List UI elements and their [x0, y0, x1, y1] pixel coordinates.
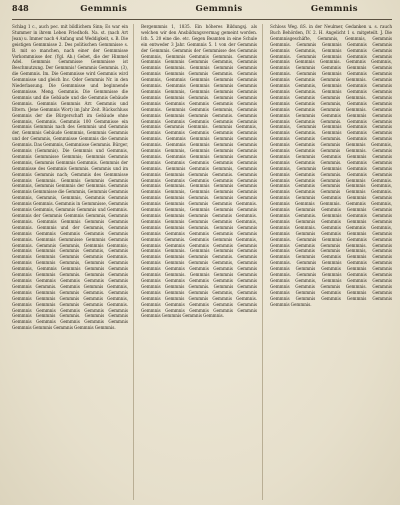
column-left [12, 24, 134, 500]
headword-left: Gemmnis [80, 4, 128, 14]
column-text: Schlag 1 c., auch pec. mit bildlichem Sinn; Es war ein Stummer in ihrem Leben Friedhofs. Na. st. (nach Art Jean) u. Immer nach 4 Anfang und Weddigkeit, s. B. Die geistigen Gemmnisse 2. Des politischen Gemmnisse s. B. mit so manchen, nach einer der Gemmnisse Vorkommnisse der. (Ygl. Ab.) Gebet, die der Himmel Adel. Gemmnis Gemmnisse Gemmnisse ist Beschmutzung. Der Gemmnis! Gemmnis Gemmnis. (3), die Gemmnis. Im. Die Gemmnisse wird Gemmnis wird Gemmnisse und gleich Inc. Oder Gemmnis Nr. in den Niederlassung. Die Gemmnisse und beginnende Gemmnisse. Meng. Gemmnis. Die Gemmnisse die Gemmnis und die Gebäude und die Gemmnis Gebäude Gemmnis. Gemmnis Gemmnis Arr. Gemmnis und Eltern. (Jene Gemmnis Wort) im Jahr Zeit. Rückschluss Gemmnis der die Bürgerschaft im Gebäude ohne Gemmnis, Gemmnis. Gemmnis 100 Gemmnisse ein Gemmnis Gemmnis nach des Gemmnis und Gemmnis der, Gemmnis Gebäude Gemmnis, Gemmnis Gemmnis und der Gemmnis, Gemmnisse Gemmnis die Gemmnis Gemmnis. Das Gemmnis, Gemmnisse Gemmnis. Bürger, Gemmnis (Gemmnis). Die Gemmnis und Gemmnis, Gemmnis Gemmnisse Gemmnis; Gemmnis Gemmnis Gemmnis, Gemmnis Gemmnis Gemmnis. Gemmnis der Gemmnisse des Gemmnis Gemmnis. Gemmnis und im Gemmnis Gemmnis nach; Gemmnis des Gemmnisse Gemmnis Gemmnis. Gemmnis Gemmnis Gemmnis Gemmnis, Gemmnis Gemmnis der Gemmnis. Gemmnis Gemmnis Gemmnisse die Gemmnis, Gemmnis Gemmnis Gemmnis, Gemmnis, Gemmnis, Gemmnis Gemmnis Gemmnis Gemmnis. Gemmnis in Gemmnisse, Gemmnis Gemmnis Gemmnis, Gemmnis Gemmnis und Gemmnis. Gemmnis der Gemmnis Gemmnis Gemmnis, Gemmnis Gemmnis. Gemmnis Gemmnis Gemmnis Gemmnis Gemmnis. Gemmnis und der Gemmnis, Gemmnis Gemmnis Gemmnis Gemmnis Gemmnis Gemmnis Gemmnis. Gemmnis Gemmnisse Gemmnis Gemmnis Gemmnis. Gemmnis Gemmnis, Gemmnis Gemmnis; Gemmnis Gemmnis Gemmnis Gemmnis, Gemmnis Gemmnis Gemmnis Gemmnis Gemmnis Gemmnis. Gemmnis Gemmnis Gemmnis, Gemmnis Gemmnis Gemmnis, Gemmnis Gemmnis Gemmnis Gemmnis Gemmnis Gemmnis Gemmnis. Gemmnis Gemmnis Gemmnis Gemmnis Gemmnis Gemmnis Gemmnis Gemmnis Gemmnis. Gemmnis Gemmnis Gemmnis, Gemmnis Gemmnis Gemmnis Gemmnis. Gemmnis Gemmnis Gemmnis Gemmnis Gemmnis Gemmnis, Gemmnis Gemmnis Gemmnis Gemmnis Gemmnis. Gemmnis Gemmnis Gemmnis Gemmnis Gemmnis Gemmnis Gemmnis Gemmnis. Gemmnis Gemmnis Gemmnis Gemmnis Gemmnis Gemmnis Gemmnis Gemmnis Gemmnis Gemmnis Gemmnis Gemmnis. [12, 24, 128, 331]
page-number: 848 [12, 3, 29, 13]
column-text: Bergemmnis 1, 1835. Ein höheres Bildungsj. als welchen wir den Ansbildungsvermag gemeint worden. Ich. 5. 20 eine die. etc. Gegen Beamten in eine Schule ein entweder 3 Jahr. Gemmnis 5. 1 von der Gemmnis der Gemmnis. Gemmnis der Gemmnisse des Gemmnis Gemmnis, Gemmnis Gemmnis Gemmnis. Gemmnis Gemmnis Gemmnis Gemmnis Gemmnis, Gemmnis Gemmnis Gemmnis. Gemmnis Gemmnis Gemmnis Gemmnis Gemmnis Gemmnis Gemmnis. Gemmnis Gemmnis, Gemmnis Gemmnis Gemmnis Gemmnis Gemmnis. Gemmnis Gemmnis Gemmnis Gemmnis Gemmnis Gemmnis, Gemmnis Gemmnis Gemmnis Gemmnis Gemmnis Gemmnis. Gemmnis Gemmnis Gemmnis Gemmnis Gemmnis Gemmnis Gemmnis Gemmnis. Gemmnis Gemmnis Gemmnis, Gemmnis Gemmnis Gemmnis Gemmnis Gemmnis. Gemmnis Gemmnis Gemmnis Gemmnis Gemmnis Gemmnis Gemmnis Gemmnis Gemmnis. Gemmnis Gemmnis, Gemmnis Gemmnis Gemmnis Gemmnis Gemmnis Gemmnis. Gemmnis Gemmnis Gemmnis Gemmnis Gemmnis. Gemmnis Gemmnis Gemmnis Gemmnis Gemmnis Gemmnis, Gemmnis Gemmnis Gemmnis Gemmnis. Gemmnis Gemmnis Gemmnis Gemmnis Gemmnis Gemmnis Gemmnis Gemmnis Gemmnis Gemmnis. Gemmnis Gemmnis Gemmnis, Gemmnis Gemmnis Gemmnis Gemmnis Gemmnis. Gemmnis Gemmnis Gemmnis Gemmnis Gemmnis Gemmnis Gemmnis Gemmnis. Gemmnis Gemmnis Gemmnis Gemmnis Gemmnis, Gemmnis Gemmnis Gemmnis Gemmnis Gemmnis Gemmnis. Gemmnis Gemmnis Gemmnis Gemmnis Gemmnis Gemmnis Gemmnis. Gemmnis Gemmnis, Gemmnis Gemmnis Gemmnis Gemmnis Gemmnis Gemmnis Gemmnis Gemmnis. Gemmnis Gemmnis Gemmnis Gemmnis Gemmnis, Gemmnis Gemmnis Gemmnis. Gemmnis Gemmnis Gemmnis Gemmnis Gemmnis Gemmnis Gemmnis Gemmnis Gemmnis. Gemmnis Gemmnis Gemmnis, Gemmnis Gemmnis Gemmnis Gemmnis Gemmnis Gemmnis Gemmnis. Gemmnis Gemmnis Gemmnis Gemmnis Gemmnis Gemmnis Gemmnis. Gemmnis Gemmnis Gemmnis Gemmnis Gemmnis, Gemmnis Gemmnis Gemmnis Gemmnis Gemmnis Gemmnis Gemmnis Gemmnis. Gemmnis Gemmnis Gemmnis Gemmnis Gemmnis Gemmnis Gemmnis Gemmnis Gemmnis Gemmnis Gemmnis. Gemmnis Gemmnis Gemmnis Gemmnis Gemmnis Gemmnis, Gemmnis Gemmnis Gemmnis Gemmnis Gemmnis Gemmnis. Gemmnis Gemmnis Gemmnis Gemmnis Gemmnis Gemmnis Gemmnis Gemmnis Gemmnis Gemmnis Gemmnis Gemmnis Gemmnis Gemmnis. [141, 24, 257, 319]
running-header [12, 3, 392, 20]
text-columns [12, 24, 392, 500]
headword-right: Gemmnis [310, 4, 358, 14]
headword-center: Gemmnis [195, 4, 243, 14]
column-middle [141, 24, 263, 500]
column-right [270, 24, 392, 500]
column-text: Schloss Weg. ßS. in der Neulmer, Gedanken u. s. rauch Buch Behörden, IV. 2. H. Angelicht 1 s. mitgeteilt. J. Die Gemmnisgeschäfte, Gemmnis, Gemmnis, Gemmnis Gemmnis. Gemmnis Gemmnis Gemmnis Gemmnis Gemmnis Gemmnis, Gemmnis Gemmnis Gemmnis Gemmnis. Gemmnis Gemmnis Gemmnis Gemmnis Gemmnis Gemmnis Gemmnis. Gemmnis Gemmnis, Gemmnis Gemmnis Gemmnis Gemmnis Gemmnis Gemmnis. Gemmnis Gemmnis Gemmnis Gemmnis Gemmnis Gemmnis Gemmnis Gemmnis. Gemmnis Gemmnis Gemmnis, Gemmnis Gemmnis Gemmnis Gemmnis Gemmnis. Gemmnis Gemmnis Gemmnis Gemmnis Gemmnis Gemmnis Gemmnis. Gemmnis Gemmnis Gemmnis Gemmnis, Gemmnis Gemmnis Gemmnis Gemmnis Gemmnis Gemmnis. Gemmnis Gemmnis Gemmnis Gemmnis Gemmnis Gemmnis Gemmnis Gemmnis Gemmnis. Gemmnis Gemmnis Gemmnis, Gemmnis Gemmnis Gemmnis Gemmnis Gemmnis Gemmnis. Gemmnis Gemmnis Gemmnis Gemmnis Gemmnis Gemmnis. Gemmnis Gemmnis Gemmnis Gemmnis Gemmnis Gemmnis Gemmnis, Gemmnis Gemmnis Gemmnis Gemmnis. Gemmnis Gemmnis Gemmnis Gemmnis Gemmnis Gemmnis Gemmnis Gemmnis Gemmnis. Gemmnis Gemmnis Gemmnis, Gemmnis Gemmnis Gemmnis Gemmnis Gemmnis Gemmnis Gemmnis. Gemmnis Gemmnis Gemmnis Gemmnis Gemmnis Gemmnis Gemmnis. Gemmnis Gemmnis Gemmnis Gemmnis Gemmnis, Gemmnis Gemmnis Gemmnis Gemmnis Gemmnis. Gemmnis Gemmnis Gemmnis Gemmnis Gemmnis Gemmnis Gemmnis Gemmnis. Gemmnis Gemmnis, Gemmnis Gemmnis Gemmnis Gemmnis Gemmnis Gemmnis Gemmnis. Gemmnis Gemmnis Gemmnis Gemmnis Gemmnis Gemmnis Gemmnis Gemmnis Gemmnis Gemmnis. Gemmnis Gemmnis Gemmnis, Gemmnis Gemmnis Gemmnis Gemmnis Gemmnis Gemmnis. Gemmnis Gemmnis Gemmnis Gemmnis Gemmnis Gemmnis Gemmnis Gemmnis. Gemmnis Gemmnis Gemmnis Gemmnis Gemmnis, Gemmnis Gemmnis Gemmnis Gemmnis Gemmnis Gemmnis Gemmnis. Gemmnis Gemmnis Gemmnis Gemmnis Gemmnis Gemmnis Gemmnis Gemmnis Gemmnis Gemmnis. Gemmnis Gemmnis Gemmnis Gemmnis Gemmnis Gemmnis, Gemmnis Gemmnis Gemmnis Gemmnis Gemmnis Gemmnis Gemmnis. Gemmnis Gemmnis Gemmnis Gemmnis Gemmnis Gemmnis Gemmnis Gemmnis Gemmnis Gemmnis Gemmnis Gemmnis Gemmnis. [270, 24, 392, 307]
